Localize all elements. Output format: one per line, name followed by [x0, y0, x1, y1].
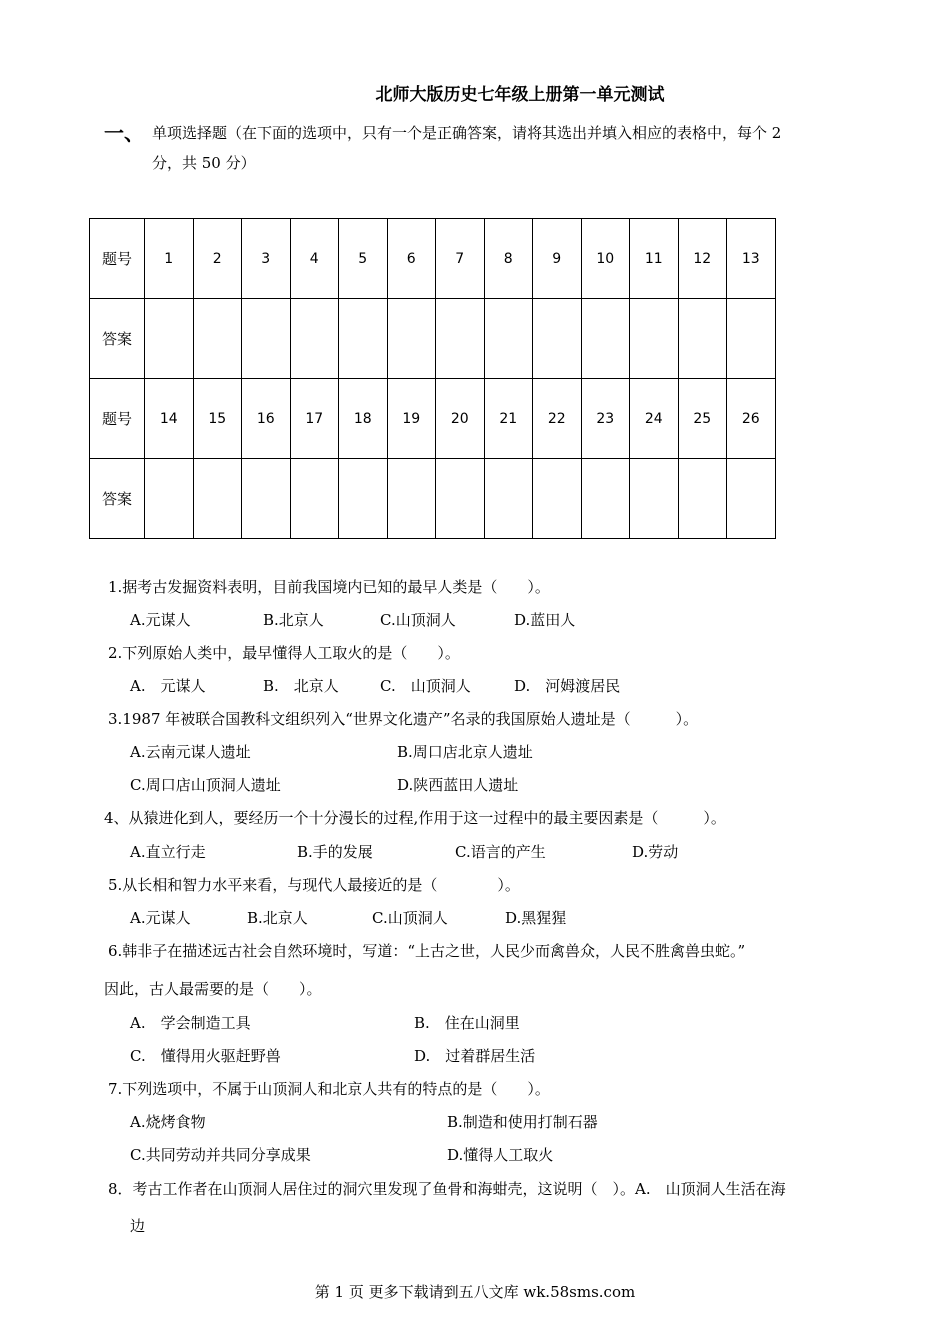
q5-option-b: B.北京人 [247, 909, 308, 927]
table-cell-number: 7 [436, 219, 485, 299]
table-cell-number: 4 [290, 219, 339, 299]
answer-cell[interactable] [581, 299, 630, 379]
table-cell-number: 3 [242, 219, 291, 299]
answer-cell[interactable] [630, 299, 679, 379]
table-cell-number: 22 [533, 379, 582, 459]
table-cell-number: 10 [581, 219, 630, 299]
question-3: 3.1987 年被联合国教科文组织列入“世界文化遗产”名录的我国原始人遗址是（ ）。 [108, 710, 699, 728]
answer-cell[interactable] [630, 459, 679, 539]
q1-option-a: A.元谋人 [130, 611, 191, 629]
answer-cell[interactable] [436, 459, 485, 539]
answer-cell[interactable] [242, 459, 291, 539]
q5-option-c: C.山顶洞人 [372, 909, 448, 927]
q5-option-d: D.黑猩猩 [505, 909, 567, 927]
section-heading [104, 118, 864, 178]
table-cell-number: 2 [193, 219, 242, 299]
answer-cell[interactable] [678, 459, 727, 539]
table-label-answer: 答案 [90, 459, 145, 539]
answer-cell[interactable] [678, 299, 727, 379]
q1-option-d: D.蓝田人 [514, 611, 576, 629]
table-cell-number: 23 [581, 379, 630, 459]
answer-cell[interactable] [339, 299, 388, 379]
q2-option-a: A. 元谋人 [130, 677, 206, 695]
table-cell-number: 8 [484, 219, 533, 299]
q3-option-c: C.周口店山顶洞人遗址 [130, 776, 281, 794]
section-instructions-line2: 分，共 50 分） [152, 154, 256, 172]
answer-cell[interactable] [436, 299, 485, 379]
q4-option-b: B.手的发展 [297, 843, 373, 861]
answer-cell[interactable] [290, 299, 339, 379]
q5-option-a: A.元谋人 [130, 909, 191, 927]
table-cell-number: 16 [242, 379, 291, 459]
q6-option-b: B. 住在山洞里 [414, 1014, 520, 1032]
table-label-number: 题号 [90, 219, 145, 299]
q6-option-a: A. 学会制造工具 [130, 1014, 251, 1032]
q2-option-d: D. 河姆渡居民 [514, 677, 621, 695]
answer-cell[interactable] [727, 299, 776, 379]
q6-option-d: D. 过着群居生活 [414, 1047, 536, 1065]
q4-option-d: D.劳动 [632, 843, 679, 861]
table-cell-number: 19 [387, 379, 436, 459]
table-cell-number: 24 [630, 379, 679, 459]
q2-option-c: C. 山顶洞人 [380, 677, 471, 695]
table-cell-number: 11 [630, 219, 679, 299]
q7-option-a: A.烧烤食物 [130, 1113, 206, 1131]
answer-cell[interactable] [533, 459, 582, 539]
q2-option-b: B. 北京人 [263, 677, 339, 695]
table-cell-number: 5 [339, 219, 388, 299]
question-8-line1: 8．考古工作者在山顶洞人居住过的洞穴里发现了鱼骨和海蚶壳，这说明（ ）。A. 山顶洞人生活在海 [108, 1180, 786, 1198]
question-5: 5.从长相和智力水平来看，与现代人最接近的是（ ）。 [108, 876, 520, 894]
table-cell-number: 25 [678, 379, 727, 459]
question-8-line2: 边 [130, 1217, 146, 1235]
table-cell-number: 14 [145, 379, 194, 459]
table-cell-number: 26 [727, 379, 776, 459]
q4-option-c: C.语言的产生 [455, 843, 546, 861]
q6-option-c: C. 懂得用火驱赶野兽 [130, 1047, 281, 1065]
answer-cell[interactable] [484, 459, 533, 539]
page-title: 北师大版历史七年级上册第一单元测试 [375, 85, 665, 105]
question-2: 2.下列原始人类中，最早懂得人工取火的是（ ）。 [108, 644, 460, 662]
table-label-number: 题号 [90, 379, 145, 459]
table-row-numbers-1 [90, 219, 776, 299]
q3-option-b: B.周口店北京人遗址 [397, 743, 533, 761]
table-cell-number: 17 [290, 379, 339, 459]
table-row-answers-2 [90, 459, 776, 539]
question-1: 1.据考古发掘资料表明，目前我国境内已知的最早人类是（ ）。 [108, 578, 550, 596]
table-cell-number: 12 [678, 219, 727, 299]
question-4: 4、从猿进化到人，要经历一个十分漫长的过程,作用于这一过程中的最主要因素是（ ）。 [104, 809, 726, 827]
q3-option-a: A.云南元谋人遗址 [130, 743, 251, 761]
q7-option-b: B.制造和使用打制石器 [447, 1113, 598, 1131]
answer-cell[interactable] [387, 299, 436, 379]
answer-cell[interactable] [727, 459, 776, 539]
answer-cell[interactable] [581, 459, 630, 539]
section-instructions-line1: 单项选择题（在下面的选项中，只有一个是正确答案，请将其选出并填入相应的表格中，每个 2 [152, 124, 782, 142]
q1-option-b: B.北京人 [263, 611, 324, 629]
answer-table [89, 218, 776, 539]
table-cell-number: 1 [145, 219, 194, 299]
q4-option-a: A.直立行走 [130, 843, 206, 861]
answer-cell[interactable] [193, 459, 242, 539]
q1-option-c: C.山顶洞人 [380, 611, 456, 629]
table-label-answer: 答案 [90, 299, 145, 379]
answer-cell[interactable] [290, 459, 339, 539]
section-number: 一、 [104, 121, 144, 145]
answer-cell[interactable] [145, 299, 194, 379]
table-cell-number: 18 [339, 379, 388, 459]
page-footer: 第 1 页 更多下载请到五八文库 wk.58sms.com [314, 1283, 636, 1301]
answer-cell[interactable] [339, 459, 388, 539]
q3-option-d: D.陕西蓝田人遗址 [397, 776, 519, 794]
q7-option-d: D.懂得人工取火 [447, 1146, 554, 1164]
answer-cell[interactable] [193, 299, 242, 379]
table-cell-number: 20 [436, 379, 485, 459]
answer-cell[interactable] [484, 299, 533, 379]
table-row-numbers-2 [90, 379, 776, 459]
question-6-line1: 6.韩非子在描述远古社会自然环境时，写道：“上古之世，人民少而禽兽众，人民不胜禽兽虫蛇。” [108, 942, 746, 960]
table-cell-number: 21 [484, 379, 533, 459]
table-row-answers-1 [90, 299, 776, 379]
answer-cell[interactable] [533, 299, 582, 379]
question-6-line2: 因此，古人最需要的是（ ）。 [104, 980, 322, 998]
table-cell-number: 6 [387, 219, 436, 299]
answer-cell[interactable] [387, 459, 436, 539]
answer-cell[interactable] [242, 299, 291, 379]
question-7: 7.下列选项中，不属于山顶洞人和北京人共有的特点的是（ ）。 [108, 1080, 550, 1098]
answer-cell[interactable] [145, 459, 194, 539]
table-cell-number: 9 [533, 219, 582, 299]
table-cell-number: 13 [727, 219, 776, 299]
table-cell-number: 15 [193, 379, 242, 459]
q7-option-c: C.共同劳动并共同分享成果 [130, 1146, 311, 1164]
